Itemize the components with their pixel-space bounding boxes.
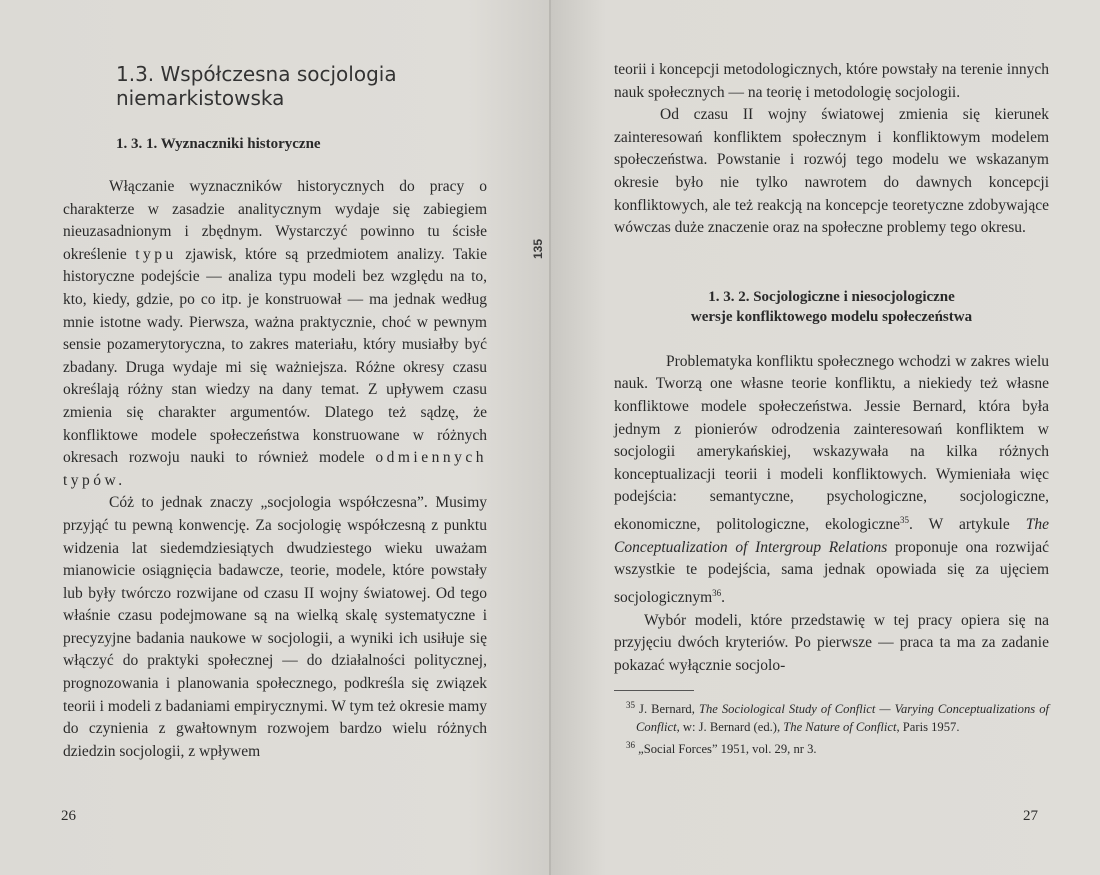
spaced-emphasis: typu [135, 245, 177, 263]
paragraph: teorii i koncepcji metodologicznych, które powstały na terenie innych nauk społecznych — na teorię i metodologię socjologii. [614, 61, 1049, 101]
margin-number: 135 [531, 238, 546, 260]
footnote-ref: 36 [712, 587, 722, 598]
left-text-column [63, 62, 487, 763]
page-number: 26 [61, 808, 76, 824]
page-number: 27 [1023, 808, 1038, 824]
paragraph: Cóż to jednak znaczy „socjologia współczesna”. Musimy przyjąć tu pewną konwencję. Za socjologię współczesną z punktu widzenia lat siedemdziesiątych dwudziestego wieku uważam mianowicie osiągnięcia badawcze, teorie, modele, które powstały lub były twórczo rozwijane od czasu II wojny światowej. Od tego właśnie czasu podejmowane są na wielką skalę systematyczne i precyzyjne badania naukowe w socjologii, a wyniki ich usiłuje się włączyć do praktyki społecznej — do działalności politycznej, prognozowania i planowania społecznego, podkreśla się związek teorii i modeli z badaniami empirycznymi. W tym też okresie mamy do czynienia z gwałtownym rozwojem bardzo wielu różnych dziedzin socjologii, z wpływem [63, 494, 487, 760]
right-text-column [614, 59, 1049, 758]
paragraph: Wybór modeli, które przedstawię w tej pracy opiera się na przyjęciu dwóch kryteriów. Po pierwsze — praca ta ma za zadanie pokazać wyłącznie socjolo- [614, 611, 1049, 674]
section-heading-1-3-2: 1. 3. 2. Socjologiczne i niesocjologiczne wersje konfliktowego modelu społeczeństwa [690, 288, 973, 325]
right-page [551, 0, 1100, 875]
spaced-emphasis: odmiennych typów. [63, 449, 487, 489]
section-heading-1-3-1: 1. 3. 1. Wyznaczniki historyczne [116, 136, 321, 152]
footnote-rule [614, 690, 694, 691]
chapter-title: 1.3. Współczesna socjologia niemarkistowska [116, 62, 397, 110]
footnote-ref: 35 [899, 514, 909, 525]
paragraph: Od czasu II wojny światowej zmienia się kierunek zainteresowań konfliktem społecznym i konfliktowym modelem społeczeństwa. Powstanie i rozwój tego modelu we wskazanym okresie było nie tylko nawrotem do dawnych koncepcji konfliktowych, ale też reakcją na koncepcje teoretyczne zdobywające wówczas duże znaczenie oraz na społeczne problemy tego okresu. [614, 106, 1049, 237]
footnote-36: $^{36}$ „Social Forces” 1951, vol. 29, nr 3. [626, 739, 817, 756]
paragraph: Problematyka konfliktu społecznego wchodzi w zakres wielu nauk. Tworzą one własne teorie konfliktu, a niekiedy też własne konfliktowe modele społeczeństwa. Jessie Bernard, która była jednym z pionierów odrodzenia zainteresowań konfliktem w socjologii amerykańskiej, wskazywała na kilka różnych konceptualizacji teorii i modeli konfliktowych. Wymieniała więc podejścia: semantyczne, psychologiczne, socjologiczne, ekonomiczne, politologiczne, ekologiczne$^{35}$. W artykule The Conceptualization of Intergroup Relations proponuje ona rozwijać wszystkie te podejścia, sama jednak opowiada się za ujęciem socjologicznym$^{36}$. [614, 352, 1049, 606]
footnote-35: $^{35}$ J. Bernard, The Sociological Study of Conflict — Varying Conceptualizations of Conflict, w: J. Bernard (ed.), The Nature of Conflict, Paris 1957. [626, 700, 1049, 735]
paragraph: Włączanie wyznaczników historycznych do pracy o charakterze w zasadzie analitycznym wydaje się zabiegiem nieuzasadnionym i zbędnym. Wystarczyć powinno tu ścisłe określenie typu zjawisk, które są przedmiotem analizy. Takie historyczne podejście — analiza typu modeli bez względu na to, kto, kiedy, gdzie, po co itp. je konstruował — ma jednak według mnie istotne wady. Pierwsza, ważna praktycznie, choć w pewnym sensie pozamerytoryczna, to zakres materiału, który musiałby być zbadany. Druga wydaje mi się ważniejsza. Różne okresy czasu określają różny stan wiedzy na dany temat. Z upływem czasu zmienia się charakter argumentów. Dlatego też sądzę, że konfliktowe modele społeczeństwa konstruowane w różnych okresach rozwoju nauki to również modele odmiennych typów. [63, 178, 487, 489]
